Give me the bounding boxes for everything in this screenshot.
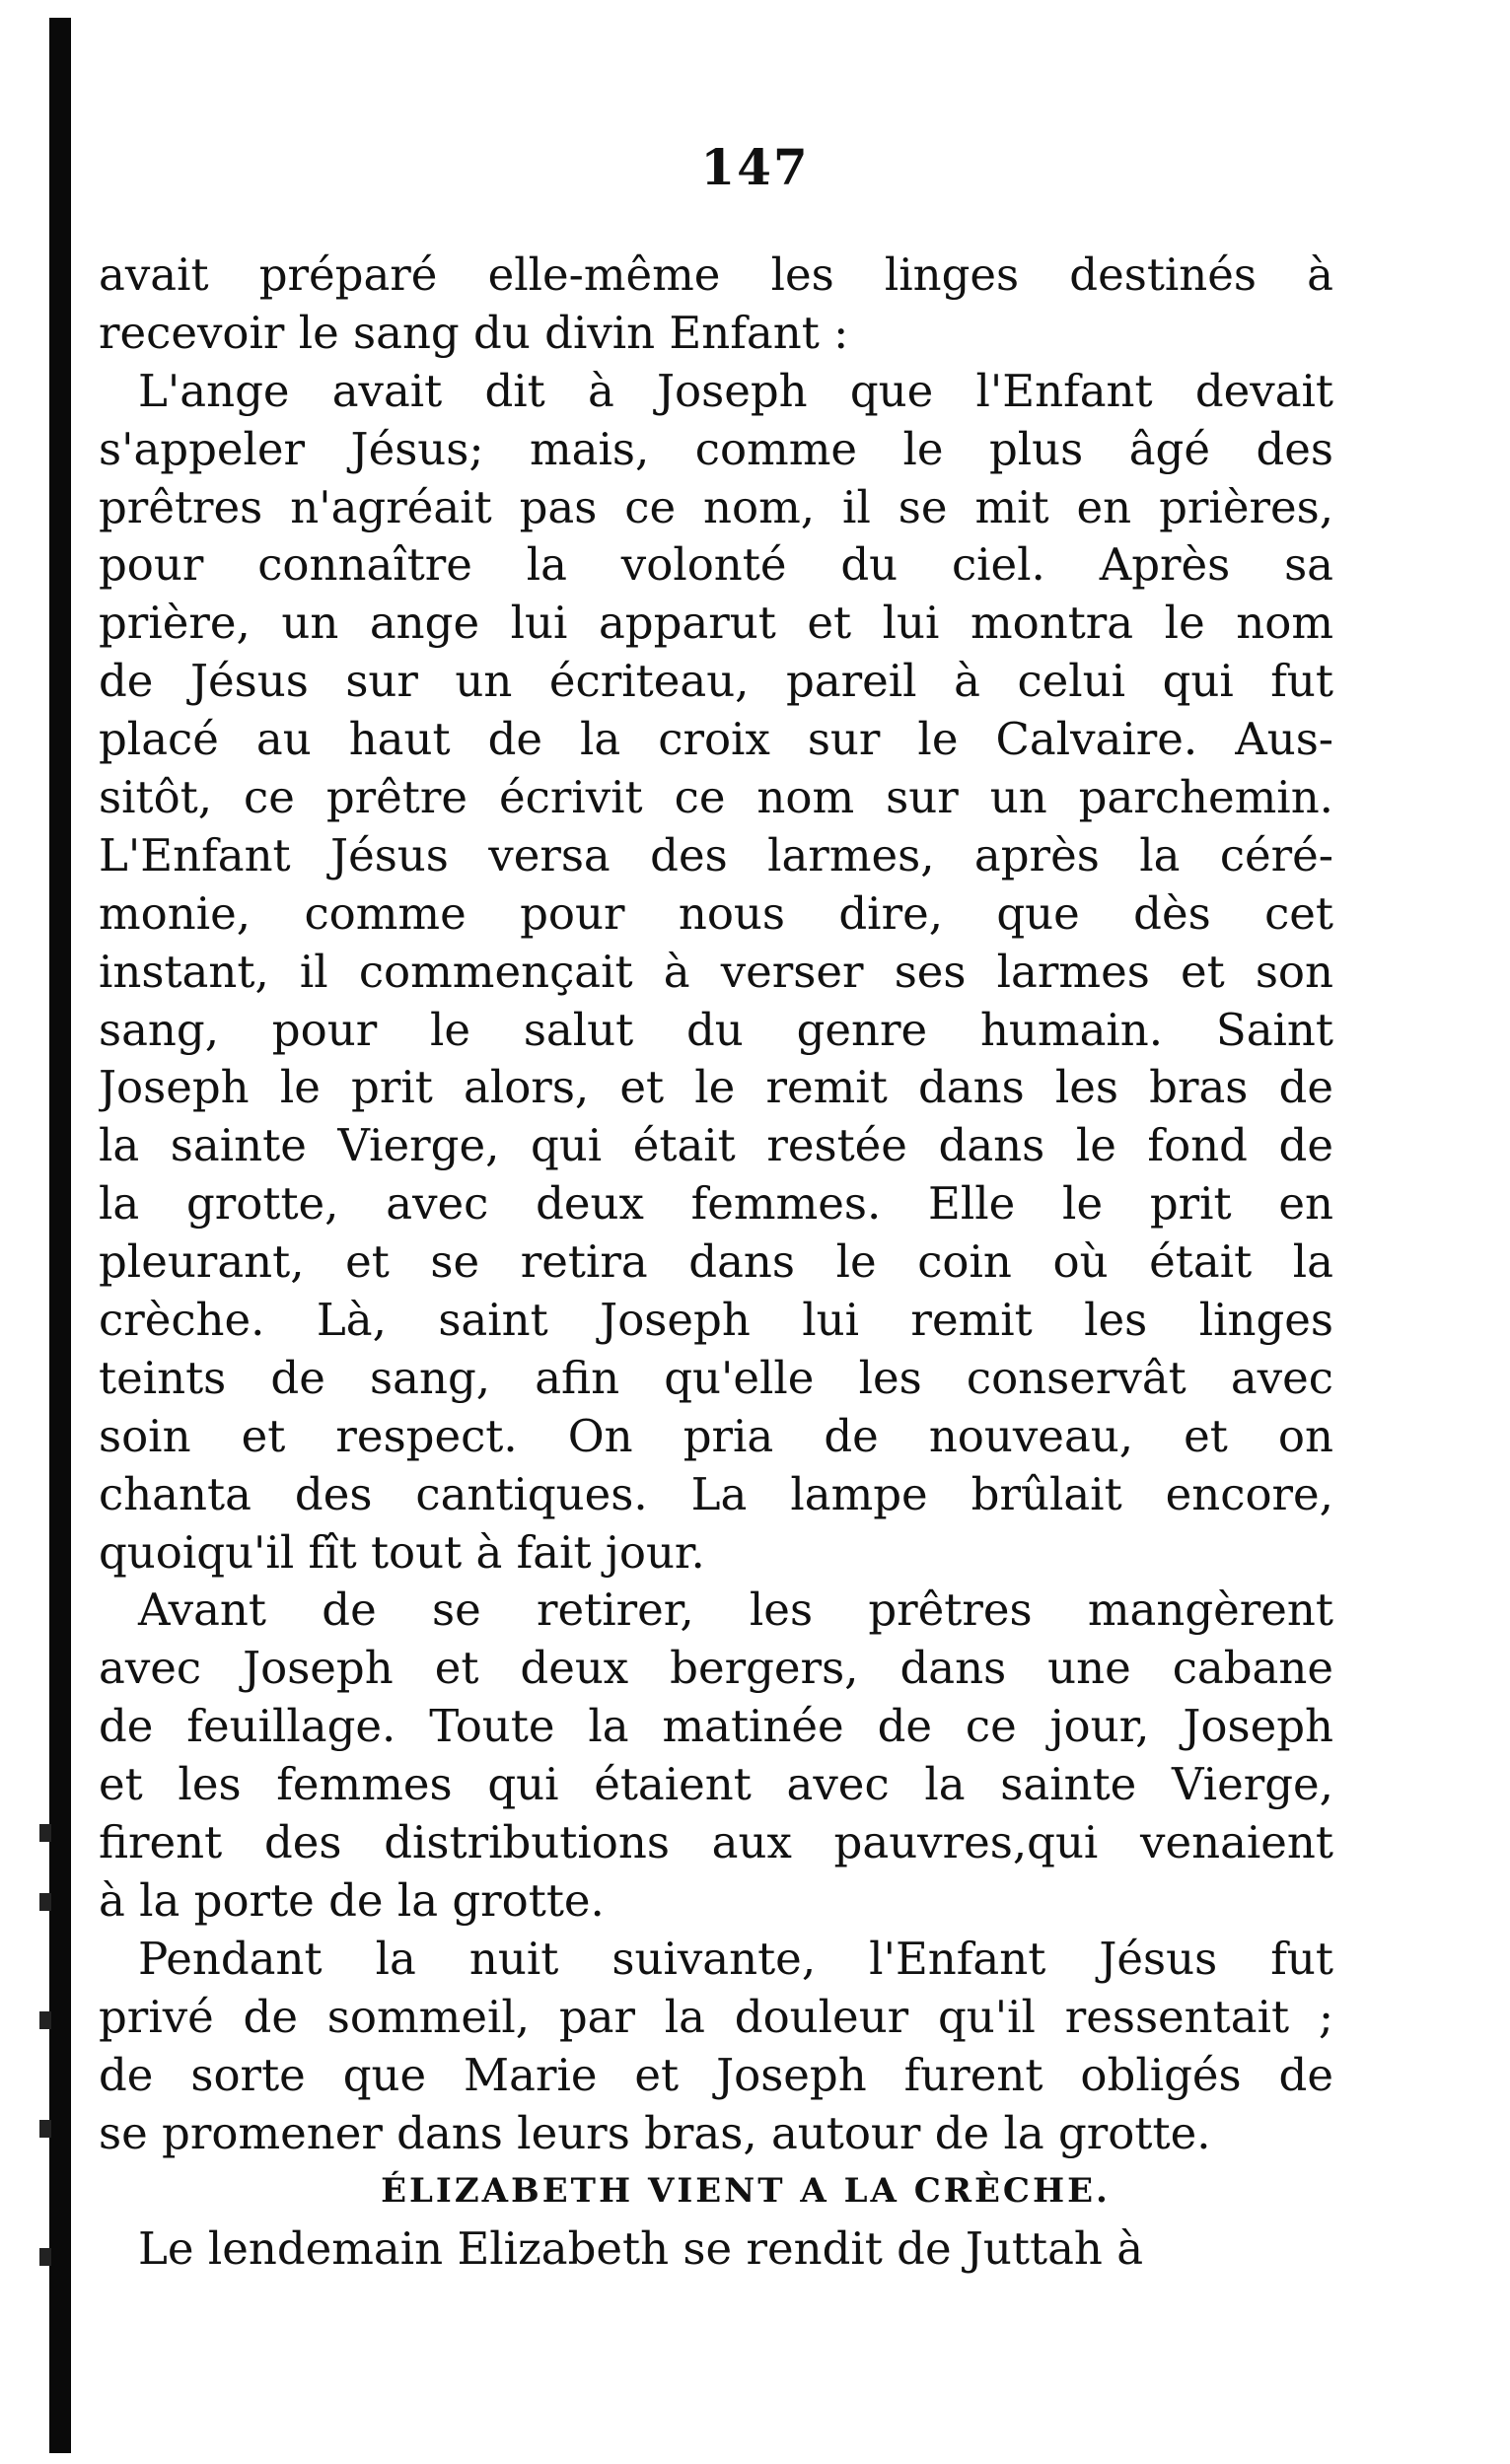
binding-artifact — [39, 1824, 51, 1842]
text-line: monie, comme pour nous dire, que dès cet — [99, 886, 1333, 940]
text-line: prière, un ange lui apparut et lui montra le nom — [99, 597, 1333, 650]
binding-artifact — [39, 2120, 51, 2138]
text-line: sang, pour le salut du genre humain. Saint — [99, 1003, 1333, 1056]
text-line: la grotte, avec deux femmes. Elle le prit en — [99, 1177, 1333, 1231]
binding-artifact — [39, 2011, 51, 2029]
binding-edge — [49, 18, 71, 2453]
section-heading: ÉLIZABETH VIENT A LA CRÈCHE. — [381, 2171, 1111, 2212]
binding-artifact — [39, 1893, 51, 1911]
text-line: L'Enfant Jésus versa des larmes, après la céré- — [99, 828, 1333, 881]
text-line: de feuillage. Toute la matinée de ce jour, Joseph — [99, 1700, 1333, 1753]
text-line: s'appeler Jésus; mais, comme le plus âgé des — [99, 422, 1333, 475]
text-line: de sorte que Marie et Joseph furent obligés de — [99, 2048, 1333, 2101]
text-line: teints de sang, afin qu'elle les conservât avec — [99, 1351, 1333, 1404]
text-line: recevoir le sang du divin Enfant : — [99, 306, 849, 359]
text-line: crèche. Là, saint Joseph lui remit les linges — [99, 1294, 1333, 1347]
text-line: prêtres n'agréait pas ce nom, il se mit en prières, — [99, 480, 1333, 533]
text-line: quoiqu'il fît tout à fait jour. — [99, 1525, 705, 1579]
text-line: se promener dans leurs bras, autour de la grotte. — [99, 2106, 1211, 2159]
text-line: soin et respect. On pria de nouveau, et on — [99, 1409, 1333, 1462]
text-line: Avant de se retirer, les prêtres mangèrent — [138, 1584, 1333, 1637]
text-line: et les femmes qui étaient avec la sainte Vierge, — [99, 1758, 1333, 1811]
text-line: pour connaître la volonté du ciel. Après sa — [99, 538, 1333, 592]
text-line: de Jésus sur un écriteau, pareil à celui qui fut — [99, 655, 1333, 708]
text-line: sitôt, ce prêtre écrivit ce nom sur un parchemin. — [99, 771, 1333, 824]
text-line: avait préparé elle-même les linges destinés à — [99, 248, 1333, 301]
text-line: la sainte Vierge, qui était restée dans le fond de — [99, 1119, 1333, 1172]
text-line: à la porte de la grotte. — [99, 1873, 605, 1927]
text-line: chanta des cantiques. La lampe brûlait encore, — [99, 1467, 1333, 1520]
body-text — [99, 246, 1333, 2279]
text-line: avec Joseph et deux bergers, dans une cabane — [99, 1642, 1333, 1695]
text-line: L'ange avait dit à Joseph que l'Enfant devait — [138, 364, 1333, 417]
text-line: firent des distributions aux pauvres,qui venaient — [99, 1816, 1333, 1869]
text-line: privé de sommeil, par la douleur qu'il ressentait ; — [99, 1990, 1333, 2043]
page-number: 147 — [700, 138, 810, 196]
text-line: placé au haut de la croix sur le Calvaire. Aus- — [99, 713, 1333, 766]
text-line: Joseph le prit alors, et le remit dans les bras de — [99, 1061, 1333, 1114]
text-line: Pendant la nuit suivante, l'Enfant Jésus fut — [138, 1932, 1333, 1985]
text-line: Le lendemain Elizabeth se rendit de Juttah à — [138, 2222, 1144, 2276]
text-line: pleurant, et se retira dans le coin où était la — [99, 1235, 1333, 1289]
binding-artifact — [39, 2248, 51, 2266]
text-line: instant, il commençait à verser ses larmes et son — [99, 945, 1333, 998]
